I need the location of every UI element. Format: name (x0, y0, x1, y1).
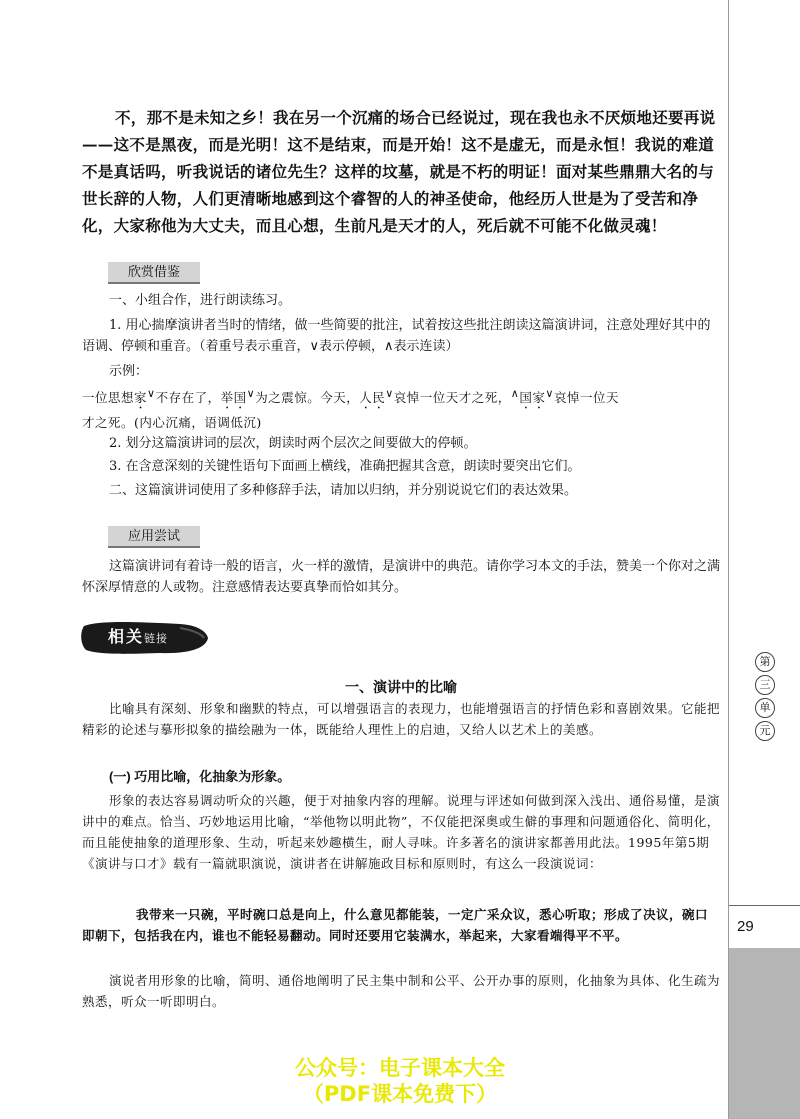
unit-char: 元 (755, 721, 775, 741)
exercise-item: 一、小组合作，进行朗读练习。 (109, 293, 292, 308)
body-paragraph: 演说者用形象的比喻，简明、通俗地阐明了民主集中制和公平、公开办事的原则，化抽象为具体、化生疏为熟悉，听众一听即明白。 (82, 973, 721, 1009)
example-segment: 不存在了， (155, 390, 221, 406)
unit-char: 三 (755, 675, 775, 695)
example-segment: 哀悼一位天 (553, 390, 619, 406)
exercise-item: 3. 在含意深刻的关键性语句下面画上横线，准确把握其含意，朗读时要突出它们。 (109, 459, 581, 474)
section-tag-appreciation: 欣赏借鉴 (108, 262, 200, 284)
pause-mark: ∨ (147, 387, 156, 400)
example-segment: 哀悼一位天才之死， (393, 390, 511, 406)
liaison-mark: ∧ (510, 387, 520, 400)
footer-watermark-line: （PDF课本免费下） (302, 1082, 498, 1106)
unit-marker (729, 652, 800, 744)
banner-sub-text: 链接 (144, 633, 169, 645)
page-number: 29 (737, 918, 754, 935)
exercise-item: 1. 用心揣摩演讲者当时的情绪，做一些简要的批注，试着按这些批注朗读这篇演讲词，注意处理好其中的语调、停顿和重音。（着重号表示重音，∨表示停顿，∧表示连读） (82, 318, 711, 354)
pause-mark: ∨ (385, 387, 394, 400)
exercise-item: 二、这篇演讲词使用了多种修辞手法，请加以归纳，并分别说说它们的表达效果。 (109, 483, 578, 498)
example-segment: 为之震惊。今天， (255, 390, 360, 406)
section-tag-application: 应用尝试 (108, 526, 200, 548)
footer-watermark-line: 公众号：电子课本大全 (295, 1056, 505, 1080)
example-label: 示例： (109, 364, 149, 379)
exercise-item: 2. 划分这篇演讲词的层次，朗读时两个层次之间要做大的停顿。 (109, 436, 477, 451)
body-paragraph: 形象的表达容易调动听众的兴趣，便于对抽象内容的理解。说理与评述如何做到深入浅出、通俗易懂，是演讲中的难点。恰当、巧妙地运用比喻，“举他物以明此物”，不仅能把深奥或生僻的事理和问题通俗化、简明化，而且能使抽象的道理形象、生动，听起来妙趣横生，耐人寻味。许多著名的演讲家都善用此法。1995年第5期《演讲与口才》载有一篇就职演说，演讲者在讲解施政目标和原则时，有这么一段演说词： (82, 793, 721, 871)
stressed-word: 国家 (519, 390, 546, 406)
unit-char: 单 (755, 698, 775, 718)
pause-mark: ∨ (545, 387, 554, 400)
subsection-heading: (一) 巧用比喻，化抽象为形象。 (109, 769, 291, 784)
stressed-word: 家 (134, 390, 148, 406)
quoted-speech: 我带来一只碗，平时碗口总是向上，什么意见都能装，一定广采众议，悉心听取；形成了决议，碗口即朝下，包括我在内，谁也不能轻易翻动。同时还要用它装满水，举起来，大家看端得平不平。 (82, 907, 709, 943)
pause-mark: ∨ (246, 387, 256, 400)
example-text (82, 383, 720, 433)
unit-char: 第 (755, 652, 775, 672)
related-links-label (108, 624, 168, 647)
example-segment: 一位思想 (82, 390, 135, 406)
related-section-title: 一、演讲中的比喻 (345, 679, 457, 695)
application-text: 这篇演讲词有着诗一般的语言，火一样的激情，是演讲中的典范。请你学习本文的手法，赞美一个你对之满怀深厚情意的人或物。注意感情表达要真挚而恰如其分。 (82, 559, 721, 595)
stressed-word: 人民 (359, 390, 386, 406)
body-paragraph: 比喻具有深刻、形象和幽默的特点，可以增强语言的表现力，也能增强语言的抒情色彩和喜剧效果。它能把精彩的论述与摹形拟象的描绘融为一体，既能给人理性上的启迪，又给人以艺术上的美感。 (82, 701, 721, 737)
stressed-word: 举国 (220, 390, 247, 406)
example-segment: 才之死。(内心沉痛，语调低沉) (82, 415, 262, 431)
margin-rail (728, 0, 800, 1119)
page-number-box (729, 905, 800, 949)
intro-paragraph: 不，那不是未知之乡！我在另一个沉痛的场合已经说过，现在我也永不厌烦地还要再说——这不是黑夜，而是光明！这不是结束，而是开始！这不是虚无，而是永恒！我说的难道不是真话吗，听我说话的诸位先生？这样的坟墓，就是不朽的明证！面对某些鼎鼎大名的与世长辞的人物，人们更清晰地感到这个睿智的人的神圣使命，他经历人世是为了受苦和净化，大家称他为大丈夫，而且心想，生前凡是天才的人，死后就不可能不化做灵魂！ (82, 108, 716, 235)
banner-main-text: 相关 (108, 629, 145, 646)
